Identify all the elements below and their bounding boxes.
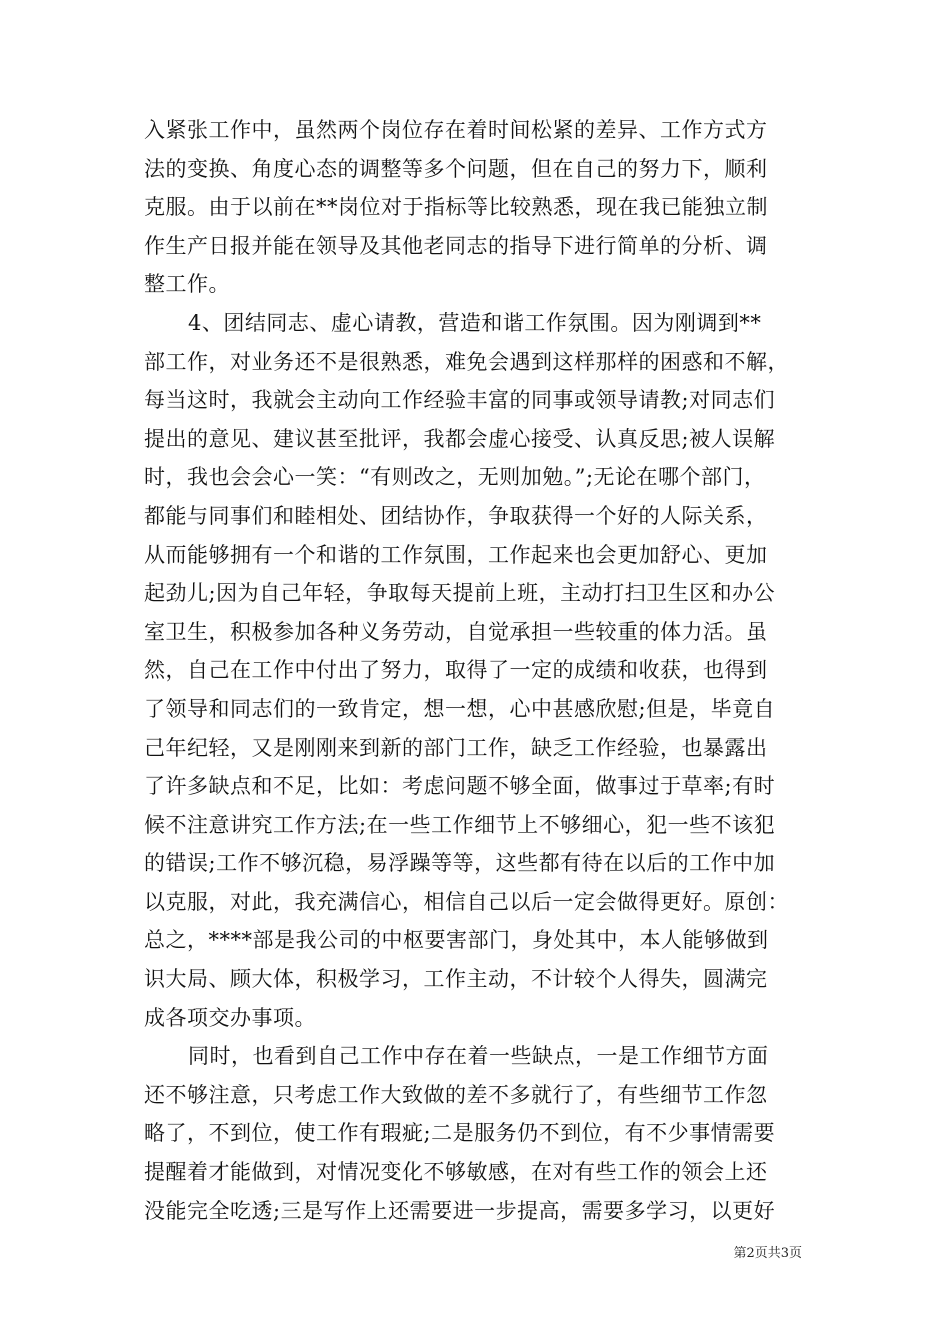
- body-text: [144, 111, 814, 1230]
- text-line: 都能与同事们和睦相处、团结协作，争取获得一个好的人际关系，: [144, 503, 768, 528]
- text-line: 候不注意讲究工作方法;在一些工作细节上不够细心，犯一些不该犯: [144, 812, 776, 837]
- text-line: 略了，不到位，使工作有瑕疵;二是服务仍不到位，有不少事情需要: [144, 1121, 776, 1146]
- text-line: 每当这时，我就会主动向工作经验丰富的同事或领导请教;对同志们: [144, 388, 776, 413]
- page-number-footer: 第2页共3页: [733, 1246, 802, 1261]
- text-line: 成各项交办事项。: [144, 1005, 316, 1030]
- text-line: 己年纪轻，又是刚刚来到新的部门工作，缺乏工作经验，也暴露出: [144, 735, 768, 760]
- text-line: 作生产日报并能在领导及其他老同志的指导下进行简单的分析、调: [144, 233, 768, 258]
- text-line: 还不够注意，只考虑工作大致做的差不多就行了，有些细节工作忽: [144, 1082, 768, 1107]
- text-line: 部工作，对业务还不是很熟悉，难免会遇到这样那样的困惑和不解，: [144, 349, 789, 374]
- text-line: 整工作。: [144, 272, 230, 297]
- text-line: 时，我也会会心一笑：“有则改之，无则加勉。”;无论在哪个部门，: [144, 465, 766, 490]
- text-line: 识大局、顾大体，积极学习，工作主动，不计较个人得失，圆满完: [144, 967, 768, 992]
- text-line: 4、团结同志、虚心请教，营造和谐工作氛围。因为刚调到**: [188, 310, 762, 335]
- text-line: 没能完全吃透;三是写作上还需要进一步提高，需要多学习，以更好: [144, 1198, 776, 1223]
- text-line: 了许多缺点和不足，比如：考虑问题不够全面，做事过于草率;有时: [144, 774, 776, 799]
- text-line: 提醒着才能做到，对情况变化不够敏感，在对有些工作的领会上还: [144, 1160, 768, 1185]
- text-line: 法的变换、角度心态的调整等多个问题，但在自己的努力下，顺利: [144, 156, 768, 181]
- text-line: 以克服，对此，我充满信心，相信自己以后一定会做得更好。原创：: [144, 889, 789, 914]
- text-line: 入紧张工作中，虽然两个岗位存在着时间松紧的差异、工作方式方: [144, 118, 768, 142]
- text-line: 然，自己在工作中付出了努力，取得了一定的成绩和收获，也得到: [144, 658, 768, 683]
- text-line: 同时，也看到自己工作中存在着一些缺点，一是工作细节方面: [188, 1044, 769, 1069]
- text-line: 起劲儿;因为自己年轻，争取每天提前上班，主动打扫卫生区和办公: [144, 581, 776, 606]
- text-line: 从而能够拥有一个和谐的工作氛围，工作起来也会更加舒心、更加: [144, 542, 768, 567]
- text-line: 室卫生，积极参加各种义务劳动，自觉承担一些较重的体力活。虽: [144, 619, 768, 644]
- text-line: 了领导和同志们的一致肯定，想一想，心中甚感欣慰;但是，毕竟自: [144, 696, 776, 721]
- text-line: 提出的意见、建议甚至批评，我都会虚心接受、认真反思;被人误解: [144, 426, 776, 451]
- text-line: 的错误;工作不够沉稳，易浮躁等等，这些都有待在以后的工作中加: [144, 851, 776, 876]
- text-line: 总之，****部是我公司的中枢要害部门，身处其中，本人能够做到: [144, 928, 769, 953]
- text-line: 克服。由于以前在**岗位对于指标等比较熟悉，现在我已能独立制: [144, 195, 768, 220]
